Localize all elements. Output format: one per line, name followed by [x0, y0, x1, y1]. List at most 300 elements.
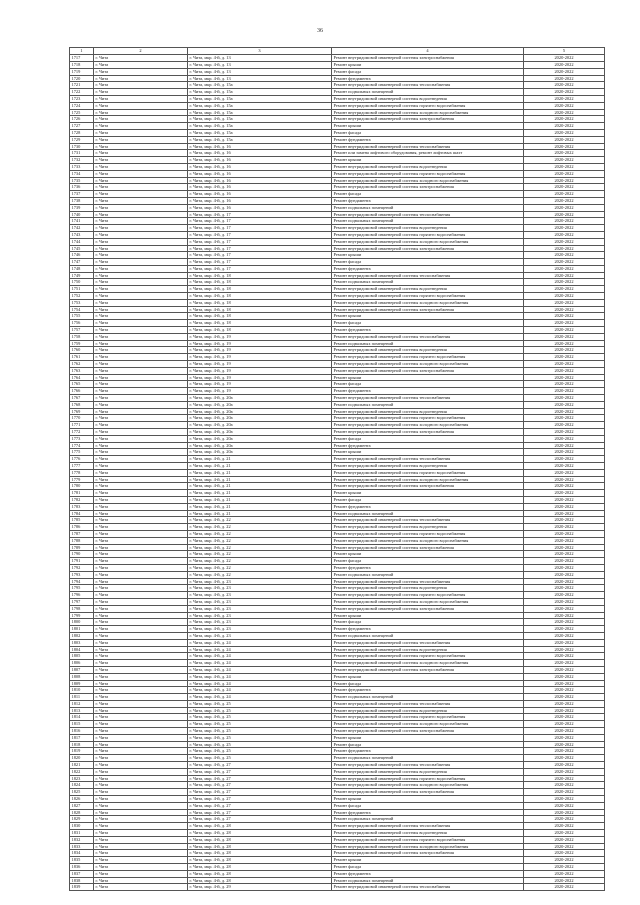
address-cell: г. Чита, мкр. 4-й, д. 13 [188, 55, 332, 62]
address-cell: г. Чита, мкр. 4-й, д. 23 [188, 626, 332, 633]
address-cell: г. Чита, мкр. 4-й, д. 15а [188, 102, 332, 109]
table-row [70, 463, 605, 470]
period-cell: 2020-2022 [524, 102, 605, 109]
period-cell: 2020-2022 [524, 313, 605, 320]
row-number-cell: 1745 [70, 245, 94, 252]
work-type-cell: Ремонт внутридомовой инженерной системы теплоснабжения [332, 333, 524, 340]
work-type-cell: Ремонт подвальных помещений [332, 340, 524, 347]
row-number-cell: 1809 [70, 680, 94, 687]
address-cell: г. Чита, мкр. 4-й, д. 19 [188, 388, 332, 395]
table-row [70, 225, 605, 232]
municipality-cell: г. Чита [94, 823, 188, 830]
municipality-cell: г. Чита [94, 82, 188, 89]
work-type-cell: Ремонт крыши [332, 252, 524, 259]
period-cell: 2020-2022 [524, 646, 605, 653]
municipality-cell: г. Чита [94, 89, 188, 96]
row-number-cell: 1796 [70, 592, 94, 599]
row-number-cell: 1802 [70, 632, 94, 639]
address-cell: г. Чита, мкр. 4-й, д. 16 [188, 191, 332, 198]
table-row [70, 333, 605, 340]
period-cell: 2020-2022 [524, 741, 605, 748]
period-cell: 2020-2022 [524, 775, 605, 782]
row-number-cell: 1804 [70, 646, 94, 653]
work-type-cell: Ремонт подвальных помещений [332, 204, 524, 211]
work-type-cell: Ремонт внутридомовой инженерной системы горячего водоснабжения [332, 231, 524, 238]
municipality-cell: г. Чита [94, 639, 188, 646]
municipality-cell: г. Чита [94, 435, 188, 442]
period-cell: 2020-2022 [524, 286, 605, 293]
work-type-cell: Ремонт внутридомовой инженерной системы горячего водоснабжения [332, 354, 524, 361]
work-type-cell: Ремонт фасада [332, 435, 524, 442]
period-cell: 2020-2022 [524, 836, 605, 843]
period-cell: 2020-2022 [524, 619, 605, 626]
row-number-cell: 1821 [70, 762, 94, 769]
period-cell: 2020-2022 [524, 123, 605, 130]
municipality-cell: г. Чита [94, 109, 188, 116]
table-row [70, 490, 605, 497]
address-cell: г. Чита, мкр. 4-й, д. 27 [188, 775, 332, 782]
period-cell: 2020-2022 [524, 435, 605, 442]
table-row [70, 476, 605, 483]
work-type-cell: Ремонт внутридомовой инженерной системы электроснабжения [332, 666, 524, 673]
period-cell: 2020-2022 [524, 592, 605, 599]
row-number-cell: 1788 [70, 537, 94, 544]
row-number-cell: 1754 [70, 306, 94, 313]
table-row [70, 429, 605, 436]
period-cell: 2020-2022 [524, 347, 605, 354]
period-cell: 2020-2022 [524, 143, 605, 150]
period-cell: 2020-2022 [524, 252, 605, 259]
period-cell: 2020-2022 [524, 415, 605, 422]
address-cell: г. Чита, мкр. 4-й, д. 17 [188, 252, 332, 259]
address-cell: г. Чита, мкр. 4-й, д. 17 [188, 225, 332, 232]
period-cell: 2020-2022 [524, 864, 605, 871]
row-number-cell: 1831 [70, 830, 94, 837]
table-row [70, 245, 605, 252]
address-cell: г. Чита, мкр. 4-й, д. 15а [188, 136, 332, 143]
work-type-cell: Ремонт внутридомовой инженерной системы теплоснабжения [332, 272, 524, 279]
row-number-cell: 1721 [70, 82, 94, 89]
row-number-cell: 1760 [70, 347, 94, 354]
repair-schedule-table [69, 47, 605, 891]
table-row [70, 646, 605, 653]
address-cell: г. Чита, мкр. 4-й, д. 17 [188, 245, 332, 252]
address-cell: г. Чита, мкр. 4-й, д. 21 [188, 496, 332, 503]
work-type-cell: Ремонт фундамента [332, 503, 524, 510]
table-row [70, 109, 605, 116]
address-cell: г. Чита, мкр. 4-й, д. 27 [188, 782, 332, 789]
period-cell: 2020-2022 [524, 564, 605, 571]
period-cell: 2020-2022 [524, 632, 605, 639]
municipality-cell: г. Чита [94, 850, 188, 857]
row-number-cell: 1740 [70, 211, 94, 218]
table-row [70, 836, 605, 843]
table-row [70, 796, 605, 803]
work-type-cell: Ремонт внутридомовой инженерной системы электроснабжения [332, 605, 524, 612]
work-type-cell: Ремонт внутридомовой инженерной системы горячего водоснабжения [332, 836, 524, 843]
row-number-cell: 1748 [70, 265, 94, 272]
table-row [70, 558, 605, 565]
address-cell: г. Чита, мкр. 4-й, д. 21 [188, 510, 332, 517]
municipality-cell: г. Чита [94, 129, 188, 136]
work-type-cell: Ремонт внутридомовой инженерной системы электроснабжения [332, 306, 524, 313]
row-number-cell: 1736 [70, 184, 94, 191]
municipality-cell: г. Чита [94, 673, 188, 680]
table-row [70, 259, 605, 266]
address-cell: г. Чита, мкр. 4-й, д. 18 [188, 279, 332, 286]
table-row [70, 782, 605, 789]
municipality-cell: г. Чита [94, 184, 188, 191]
work-type-cell: Ремонт внутридомовой инженерной системы электроснабжения [332, 544, 524, 551]
table-row [70, 857, 605, 864]
table-row [70, 102, 605, 109]
work-type-cell: Ремонт внутридомовой инженерной системы горячего водоснабжения [332, 102, 524, 109]
work-type-cell: Ремонт внутридомовой инженерной системы холодного водоснабжения [332, 660, 524, 667]
address-cell: г. Чита, мкр. 4-й, д. 20а [188, 395, 332, 402]
address-cell: г. Чита, мкр. 4-й, д. 20а [188, 401, 332, 408]
table-row [70, 537, 605, 544]
municipality-cell: г. Чита [94, 884, 188, 891]
period-cell: 2020-2022 [524, 354, 605, 361]
table-row [70, 238, 605, 245]
row-number-cell: 1768 [70, 401, 94, 408]
municipality-cell: г. Чита [94, 687, 188, 694]
work-type-cell: Ремонт внутридомовой инженерной системы горячего водоснабжения [332, 469, 524, 476]
address-cell: г. Чита, мкр. 4-й, д. 19 [188, 361, 332, 368]
municipality-cell: г. Чита [94, 272, 188, 279]
address-cell: г. Чита, мкр. 4-й, д. 18 [188, 293, 332, 300]
period-cell: 2020-2022 [524, 476, 605, 483]
period-cell: 2020-2022 [524, 673, 605, 680]
period-cell: 2020-2022 [524, 429, 605, 436]
work-type-cell: Ремонт фасада [332, 191, 524, 198]
municipality-cell: г. Чита [94, 741, 188, 748]
municipality-cell: г. Чита [94, 177, 188, 184]
municipality-cell: г. Чита [94, 449, 188, 456]
municipality-cell: г. Чита [94, 476, 188, 483]
column-header-municipality: 2 [94, 48, 188, 55]
period-cell: 2020-2022 [524, 483, 605, 490]
address-cell: г. Чита, мкр. 4-й, д. 16 [188, 163, 332, 170]
table-row [70, 367, 605, 374]
table-row [70, 401, 605, 408]
address-cell: г. Чита, мкр. 4-й, д. 15а [188, 82, 332, 89]
municipality-cell: г. Чита [94, 116, 188, 123]
municipality-cell: г. Чита [94, 415, 188, 422]
municipality-cell: г. Чита [94, 306, 188, 313]
table-row [70, 415, 605, 422]
address-cell: г. Чита, мкр. 4-й, д. 19 [188, 340, 332, 347]
table-row [70, 741, 605, 748]
municipality-cell: г. Чита [94, 680, 188, 687]
address-cell: г. Чита, мкр. 4-й, д. 23 [188, 612, 332, 619]
work-type-cell: Ремонт внутридомовой инженерной системы водоотведения [332, 163, 524, 170]
table-row [70, 449, 605, 456]
work-type-cell: Ремонт крыши [332, 374, 524, 381]
address-cell: г. Чита, мкр. 4-й, д. 27 [188, 816, 332, 823]
address-cell: г. Чита, мкр. 4-й, д. 27 [188, 789, 332, 796]
table-row [70, 55, 605, 62]
row-number-cell: 1744 [70, 238, 94, 245]
work-type-cell: Ремонт крыши [332, 796, 524, 803]
table-row [70, 123, 605, 130]
address-cell: г. Чита, мкр. 4-й, д. 27 [188, 762, 332, 769]
table-row [70, 313, 605, 320]
row-number-cell: 1769 [70, 408, 94, 415]
municipality-cell: г. Чита [94, 327, 188, 334]
period-cell: 2020-2022 [524, 55, 605, 62]
work-type-cell: Ремонт внутридомовой инженерной системы теплоснабжения [332, 700, 524, 707]
period-cell: 2020-2022 [524, 293, 605, 300]
period-cell: 2020-2022 [524, 231, 605, 238]
row-number-cell: 1746 [70, 252, 94, 259]
address-cell: г. Чита, мкр. 4-й, д. 24 [188, 673, 332, 680]
work-type-cell: Ремонт внутридомовой инженерной системы холодного водоснабжения [332, 109, 524, 116]
work-type-cell: Ремонт внутридомовой инженерной системы холодного водоснабжения [332, 476, 524, 483]
municipality-cell: г. Чита [94, 231, 188, 238]
period-cell: 2020-2022 [524, 442, 605, 449]
municipality-cell: г. Чита [94, 775, 188, 782]
municipality-cell: г. Чита [94, 157, 188, 164]
work-type-cell: Ремонт внутридомовой инженерной системы электроснабжения [332, 184, 524, 191]
table-row [70, 435, 605, 442]
row-number-cell: 1764 [70, 374, 94, 381]
period-cell: 2020-2022 [524, 496, 605, 503]
work-type-cell: Ремонт крыши [332, 61, 524, 68]
period-cell: 2020-2022 [524, 884, 605, 891]
work-type-cell: Ремонт подвальных помещений [332, 816, 524, 823]
municipality-cell: г. Чита [94, 204, 188, 211]
table-row [70, 61, 605, 68]
row-number-cell: 1774 [70, 442, 94, 449]
period-cell: 2020-2022 [524, 626, 605, 633]
period-cell: 2020-2022 [524, 109, 605, 116]
period-cell: 2020-2022 [524, 449, 605, 456]
work-type-cell: Ремонт внутридомовой инженерной системы теплоснабжения [332, 517, 524, 524]
address-cell: г. Чита, мкр. 4-й, д. 18 [188, 320, 332, 327]
period-cell: 2020-2022 [524, 571, 605, 578]
work-type-cell: Ремонт внутридомовой инженерной системы водоотведения [332, 95, 524, 102]
municipality-cell: г. Чита [94, 286, 188, 293]
period-cell: 2020-2022 [524, 680, 605, 687]
work-type-cell: Ремонт подвальных помещений [332, 694, 524, 701]
period-cell: 2020-2022 [524, 789, 605, 796]
table-row [70, 694, 605, 701]
address-cell: г. Чита, мкр. 4-й, д. 24 [188, 687, 332, 694]
table-row [70, 320, 605, 327]
row-number-cell: 1830 [70, 823, 94, 830]
row-number-cell: 1777 [70, 463, 94, 470]
municipality-cell: г. Чита [94, 578, 188, 585]
work-type-cell: Ремонт внутридомовой инженерной системы теплоснабжения [332, 762, 524, 769]
row-number-cell: 1761 [70, 354, 94, 361]
work-type-cell: Ремонт фасада [332, 558, 524, 565]
period-cell: 2020-2022 [524, 558, 605, 565]
work-type-cell: Ремонт подвальных помещений [332, 571, 524, 578]
municipality-cell: г. Чита [94, 374, 188, 381]
work-type-cell: Ремонт подвальных помещений [332, 510, 524, 517]
table-row [70, 68, 605, 75]
address-cell: г. Чита, мкр. 4-й, д. 28 [188, 864, 332, 871]
period-cell: 2020-2022 [524, 490, 605, 497]
work-type-cell: Ремонт фундамента [332, 626, 524, 633]
row-number-cell: 1806 [70, 660, 94, 667]
address-cell: г. Чита, мкр. 4-й, д. 22 [188, 517, 332, 524]
table-row [70, 204, 605, 211]
municipality-cell: г. Чита [94, 537, 188, 544]
address-cell: г. Чита, мкр. 4-й, д. 18 [188, 272, 332, 279]
work-type-cell: Ремонт внутридомовой инженерной системы холодного водоснабжения [332, 422, 524, 429]
work-type-cell: Ремонт фасада [332, 680, 524, 687]
row-number-cell: 1758 [70, 333, 94, 340]
row-number-cell: 1727 [70, 123, 94, 130]
table-row [70, 802, 605, 809]
municipality-cell: г. Чита [94, 558, 188, 565]
work-type-cell: Ремонт внутридомовой инженерной системы теплоснабжения [332, 884, 524, 891]
table-row [70, 299, 605, 306]
table-row [70, 136, 605, 143]
period-cell: 2020-2022 [524, 537, 605, 544]
address-cell: г. Чита, мкр. 4-й, д. 21 [188, 490, 332, 497]
period-cell: 2020-2022 [524, 116, 605, 123]
address-cell: г. Чита, мкр. 4-й, д. 21 [188, 503, 332, 510]
work-type-cell: Ремонт фасада [332, 129, 524, 136]
period-cell: 2020-2022 [524, 150, 605, 157]
address-cell: г. Чита, мкр. 4-й, д. 22 [188, 524, 332, 531]
period-cell: 2020-2022 [524, 333, 605, 340]
table-row [70, 82, 605, 89]
table-row [70, 884, 605, 891]
row-number-cell: 1766 [70, 388, 94, 395]
table-row [70, 564, 605, 571]
row-number-cell: 1805 [70, 653, 94, 660]
municipality-cell: г. Чита [94, 259, 188, 266]
table-row [70, 265, 605, 272]
work-type-cell: Ремонт внутридомовой инженерной системы теплоснабжения [332, 143, 524, 150]
period-cell: 2020-2022 [524, 870, 605, 877]
municipality-cell: г. Чита [94, 191, 188, 198]
work-type-cell: Ремонт фасада [332, 496, 524, 503]
row-number-cell: 1795 [70, 585, 94, 592]
row-number-cell: 1717 [70, 55, 94, 62]
work-type-cell: Ремонт фасада [332, 802, 524, 809]
municipality-cell: г. Чита [94, 809, 188, 816]
address-cell: г. Чита, мкр. 4-й, д. 20а [188, 415, 332, 422]
address-cell: г. Чита, мкр. 4-й, д. 15а [188, 109, 332, 116]
municipality-cell: г. Чита [94, 836, 188, 843]
column-header-address: 3 [188, 48, 332, 55]
address-cell: г. Чита, мкр. 4-й, д. 19 [188, 374, 332, 381]
table-row [70, 524, 605, 531]
address-cell: г. Чита, мкр. 4-й, д. 23 [188, 585, 332, 592]
work-type-cell: Ремонт внутридомовой инженерной системы горячего водоснабжения [332, 592, 524, 599]
work-type-cell: Ремонт внутридомовой инженерной системы водоотведения [332, 225, 524, 232]
work-type-cell: Ремонт внутридомовой инженерной системы теплоснабжения [332, 211, 524, 218]
row-number-cell: 1755 [70, 313, 94, 320]
table-row [70, 361, 605, 368]
municipality-cell: г. Чита [94, 75, 188, 82]
municipality-cell: г. Чита [94, 347, 188, 354]
row-number-cell: 1800 [70, 619, 94, 626]
work-type-cell: Ремонт внутридомовой инженерной системы горячего водоснабжения [332, 530, 524, 537]
period-cell: 2020-2022 [524, 129, 605, 136]
table-row [70, 293, 605, 300]
work-type-cell: Ремонт подвальных помещений [332, 218, 524, 225]
address-cell: г. Чита, мкр. 4-й, д. 24 [188, 653, 332, 660]
work-type-cell: Ремонт внутридомовой инженерной системы электроснабжения [332, 483, 524, 490]
row-number-cell: 1751 [70, 286, 94, 293]
row-number-cell: 1752 [70, 293, 94, 300]
table-row [70, 551, 605, 558]
period-cell: 2020-2022 [524, 816, 605, 823]
work-type-cell: Ремонт фасада [332, 381, 524, 388]
work-type-cell: Ремонт крыши [332, 734, 524, 741]
table-row [70, 503, 605, 510]
address-cell: г. Чита, мкр. 4-й, д. 25 [188, 741, 332, 748]
municipality-cell: г. Чита [94, 61, 188, 68]
municipality-cell: г. Чита [94, 544, 188, 551]
municipality-cell: г. Чита [94, 381, 188, 388]
address-cell: г. Чита, мкр. 4-й, д. 25 [188, 755, 332, 762]
municipality-cell: г. Чита [94, 163, 188, 170]
period-cell: 2020-2022 [524, 388, 605, 395]
work-type-cell: Ремонт внутридомовой инженерной системы холодного водоснабжения [332, 598, 524, 605]
row-number-cell: 1734 [70, 170, 94, 177]
municipality-cell: г. Чита [94, 55, 188, 62]
address-cell: г. Чита, мкр. 4-й, д. 18 [188, 327, 332, 334]
address-cell: г. Чита, мкр. 4-й, д. 29 [188, 884, 332, 891]
table-row [70, 116, 605, 123]
address-cell: г. Чита, мкр. 4-й, д. 18 [188, 286, 332, 293]
address-cell: г. Чита, мкр. 4-й, д. 22 [188, 564, 332, 571]
period-cell: 2020-2022 [524, 843, 605, 850]
period-cell: 2020-2022 [524, 340, 605, 347]
work-type-cell: Ремонт внутридомовой инженерной системы водоотведения [332, 524, 524, 531]
work-type-cell: Ремонт фундамента [332, 748, 524, 755]
municipality-cell: г. Чита [94, 653, 188, 660]
period-cell: 2020-2022 [524, 299, 605, 306]
row-number-cell: 1807 [70, 666, 94, 673]
work-type-cell: Ремонт фундамента [332, 136, 524, 143]
municipality-cell: г. Чита [94, 694, 188, 701]
row-number-cell: 1749 [70, 272, 94, 279]
table-row [70, 816, 605, 823]
table-row [70, 279, 605, 286]
address-cell: г. Чита, мкр. 4-й, д. 18 [188, 299, 332, 306]
period-cell: 2020-2022 [524, 75, 605, 82]
municipality-cell: г. Чита [94, 211, 188, 218]
row-number-cell: 1770 [70, 415, 94, 422]
row-number-cell: 1783 [70, 503, 94, 510]
table-row [70, 809, 605, 816]
table-row [70, 143, 605, 150]
period-cell: 2020-2022 [524, 612, 605, 619]
period-cell: 2020-2022 [524, 503, 605, 510]
work-type-cell: Ремонт внутридомовой инженерной системы электроснабжения [332, 367, 524, 374]
address-cell: г. Чита, мкр. 4-й, д. 25 [188, 707, 332, 714]
address-cell: г. Чита, мкр. 4-й, д. 20а [188, 442, 332, 449]
municipality-cell: г. Чита [94, 585, 188, 592]
row-number-cell: 1792 [70, 564, 94, 571]
work-type-cell: Ремонт внутридомовой инженерной системы горячего водоснабжения [332, 775, 524, 782]
work-type-cell: Ремонт внутридомовой инженерной системы теплоснабжения [332, 578, 524, 585]
row-number-cell: 1834 [70, 850, 94, 857]
address-cell: г. Чита, мкр. 4-й, д. 13 [188, 75, 332, 82]
row-number-cell: 1780 [70, 483, 94, 490]
work-type-cell: Ремонт внутридомовой инженерной системы электроснабжения [332, 55, 524, 62]
row-number-cell: 1722 [70, 89, 94, 96]
municipality-cell: г. Чита [94, 666, 188, 673]
